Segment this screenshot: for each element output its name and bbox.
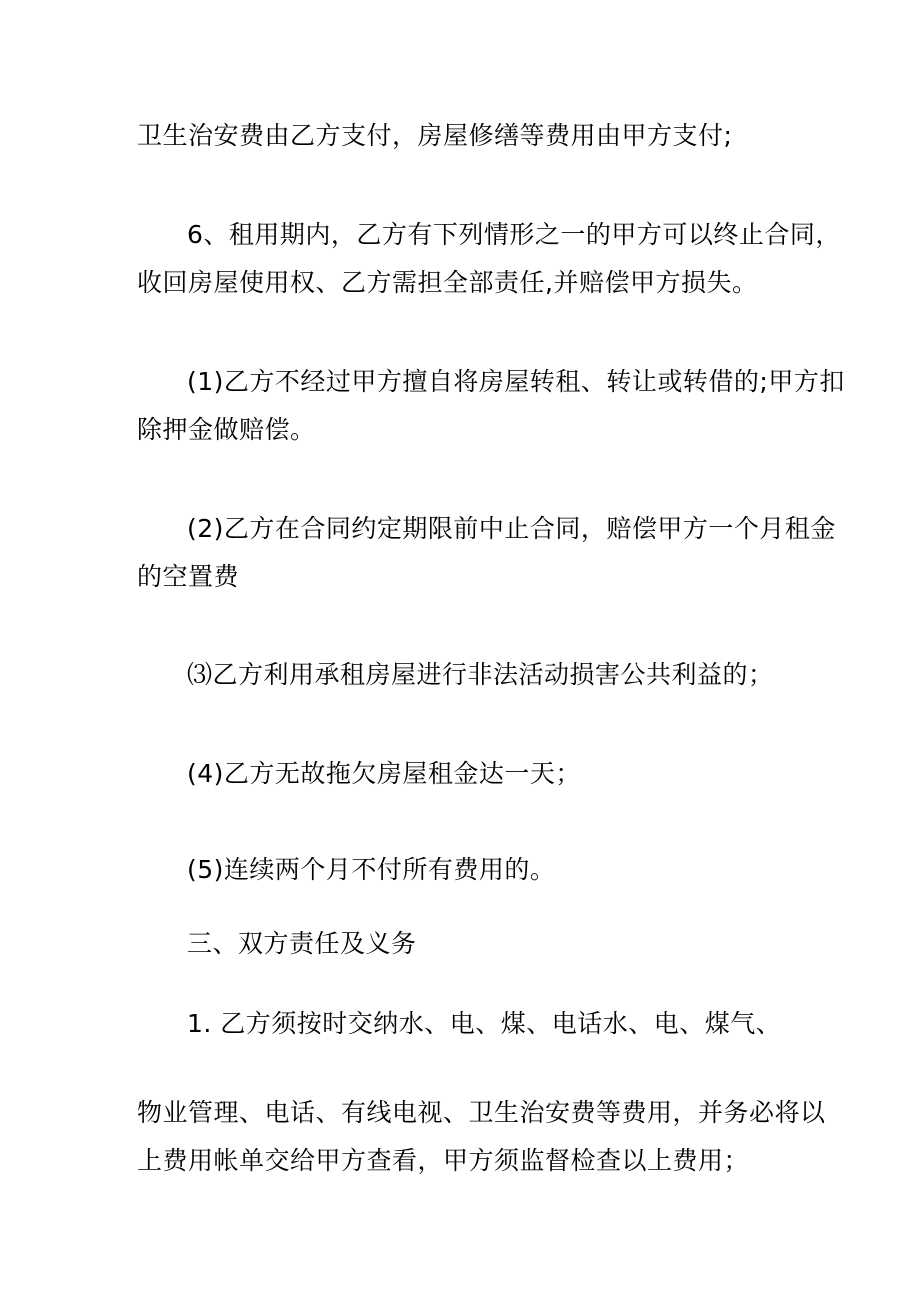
duty-1-line-2: 物业管理、电话、有线电视、卫生治安费等费用，并务必将以 [137, 1098, 826, 1127]
item-2-line-2: 的空置费 [137, 562, 240, 591]
item-4-line: (4)乙方无故拖欠房屋租金达一天； [187, 759, 581, 788]
item-1-line-2: 除押金做赔偿。 [137, 415, 316, 444]
duty-1-line-1: 1. 乙方须按时交纳水、电、煤、电话水、电、煤气、 [187, 1009, 782, 1038]
clause-6-line-1: 6、租用期内，乙方有下列情形之一的甲方可以终止合同， [187, 220, 841, 249]
item-3-line: ⑶乙方利用承租房屋进行非法活动损害公共利益的； [187, 660, 774, 689]
item-5-line: (5)连续两个月不付所有费用的。 [187, 855, 556, 884]
clause-6-line-2: 收回房屋使用权、乙方需担全部责任,并赔偿甲方损失。 [137, 268, 758, 297]
text-line-1: 卫生治安费由乙方支付，房屋修缮等费用由甲方支付; [137, 121, 733, 150]
section-3-heading: 三、双方责任及义务 [187, 929, 417, 958]
duty-1-line-3: 上费用帐单交给甲方查看，甲方须监督检查以上费用； [137, 1146, 750, 1175]
item-2-line-1: (2)乙方在合同约定期限前中止合同，赔偿甲方一个月租金 [187, 514, 836, 543]
item-1-line-1: (1)乙方不经过甲方擅自将房屋转租、转让或转借的;甲方扣 [187, 367, 845, 396]
